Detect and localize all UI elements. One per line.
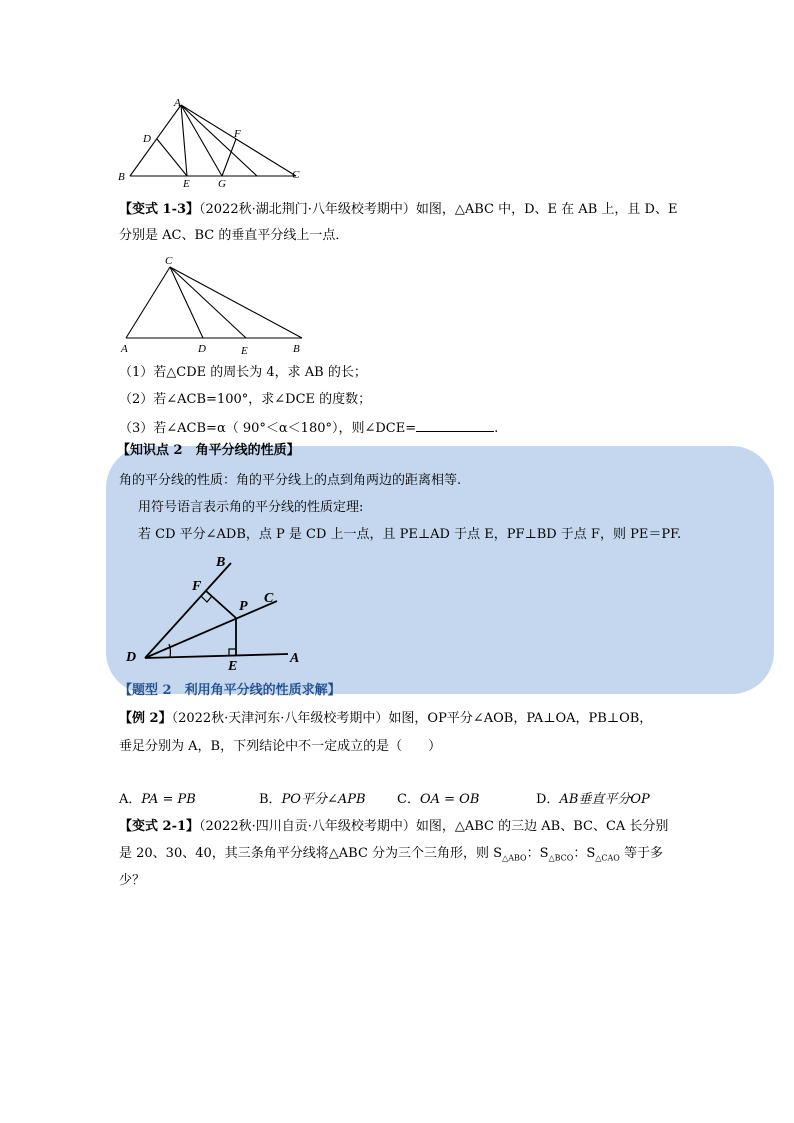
ex13-line2: 分别是 AC、BC 的垂直平分线上一点． bbox=[119, 228, 349, 243]
ex21-line2 bbox=[119, 845, 663, 868]
ex13-line1 bbox=[119, 201, 677, 219]
ex13-source: （2022秋·湖北荆门·八年级校考期中） bbox=[199, 202, 416, 217]
kp2-symbolic-intro: 用符号语言表示角的平分线的性质定理: bbox=[138, 500, 364, 515]
ex2-line1-text: （2022秋·天津河东·八年级校考期中）如图，OP平分∠AOB，PA⊥OA，PB⊥OB， bbox=[171, 711, 653, 726]
ex13-head: 【变式 1-3】 bbox=[119, 202, 200, 217]
label-e: E bbox=[228, 659, 238, 674]
label-p: P bbox=[239, 599, 248, 614]
label-b: B bbox=[118, 171, 125, 183]
ex21-sub1: △ABO bbox=[502, 853, 527, 863]
label-c: C bbox=[165, 255, 173, 267]
option-c-text: OA = OB bbox=[419, 792, 480, 807]
option-c-key: C． bbox=[397, 792, 420, 807]
label-f: F bbox=[192, 579, 202, 594]
label-a: A bbox=[174, 97, 181, 109]
ex13-line1-rest: 如图，△ABC 中，D、E 在 AB 上，且 D、E bbox=[415, 202, 678, 217]
option-d[interactable] bbox=[536, 791, 650, 809]
option-a-key: A． bbox=[119, 792, 142, 807]
ex21-line2-b: 等于多 bbox=[619, 846, 663, 861]
ex2-head: 【例 2】 bbox=[119, 711, 172, 726]
option-a[interactable] bbox=[119, 791, 196, 809]
label-g: G bbox=[218, 178, 226, 190]
option-c[interactable] bbox=[397, 791, 479, 809]
option-d-text: AB垂直平分OP bbox=[559, 792, 650, 807]
label-f: F bbox=[234, 128, 241, 140]
figure-triangle-defg bbox=[112, 92, 312, 192]
label-b: B bbox=[293, 343, 300, 355]
figure-angle-bisector bbox=[118, 548, 318, 676]
answer-blank bbox=[416, 418, 494, 432]
option-b-text: PO平分∠APB bbox=[281, 792, 366, 807]
question-2: （2）若∠ACB=100°，求∠DCE 的度数； bbox=[119, 392, 372, 407]
label-a: A bbox=[290, 651, 300, 666]
kp2-title: 【知识点 2 角平分线的性质】 bbox=[117, 443, 300, 458]
label-e: E bbox=[241, 345, 248, 357]
ex21-head: 【变式 2-1】 bbox=[119, 819, 200, 834]
ex21-sep1: ：S bbox=[526, 846, 549, 861]
label-d: D bbox=[126, 650, 137, 665]
kp2-definition: 角的平分线的性质：角的平分线上的点到角两边的距离相等. bbox=[119, 473, 462, 488]
label-d: D bbox=[143, 133, 151, 145]
ex2-line1 bbox=[119, 710, 652, 728]
ex21-sub3: △CAO bbox=[595, 853, 620, 863]
type2-title: 【题型 2 利用角平分线的性质求解】 bbox=[119, 683, 341, 698]
option-b-key: B． bbox=[259, 792, 282, 807]
label-c: C bbox=[264, 591, 274, 606]
question-3 bbox=[119, 418, 498, 438]
ex21-line1 bbox=[119, 818, 668, 836]
question-3-end: . bbox=[494, 421, 499, 436]
label-c: C bbox=[292, 169, 300, 181]
ex21-sub2: △BCO bbox=[548, 853, 574, 863]
label-a: A bbox=[121, 343, 128, 355]
ex21-line1-rest: （2022秋·四川自贡·八年级校考期中）如图，△ABC 的三边 AB、BC、CA 长分别 bbox=[199, 819, 669, 834]
label-b: B bbox=[216, 555, 226, 570]
question-1: （1）若△CDE 的周长为 4，求 AB 的长； bbox=[119, 365, 367, 380]
option-a-text: PA = PB bbox=[141, 792, 196, 807]
question-3-text: （3）若∠ACB=α（ 90°＜α＜180°），则∠DCE= bbox=[119, 421, 417, 436]
kp2-theorem: 若 CD 平分∠ADB，点 P 是 CD 上一点，且 PE⊥AD 于点 E，PF⊥BD 于点 F，则 PE＝PF. bbox=[138, 527, 682, 542]
ex21-line3: 少？ bbox=[119, 873, 146, 888]
ex2-line2: 垂足分别为 A，B，下列结论中不一定成立的是（ ） bbox=[119, 739, 442, 754]
option-b[interactable] bbox=[259, 791, 366, 809]
label-d: D bbox=[198, 343, 206, 355]
ex21-sep2: ：S bbox=[573, 846, 596, 861]
label-e: E bbox=[183, 178, 190, 190]
option-d-key: D． bbox=[536, 792, 560, 807]
figure-triangle-cde bbox=[112, 250, 312, 360]
ex21-line2-a: 是 20、30、40，其三条角平分线将△ABC 分为三个三角形，则 S bbox=[119, 846, 503, 861]
